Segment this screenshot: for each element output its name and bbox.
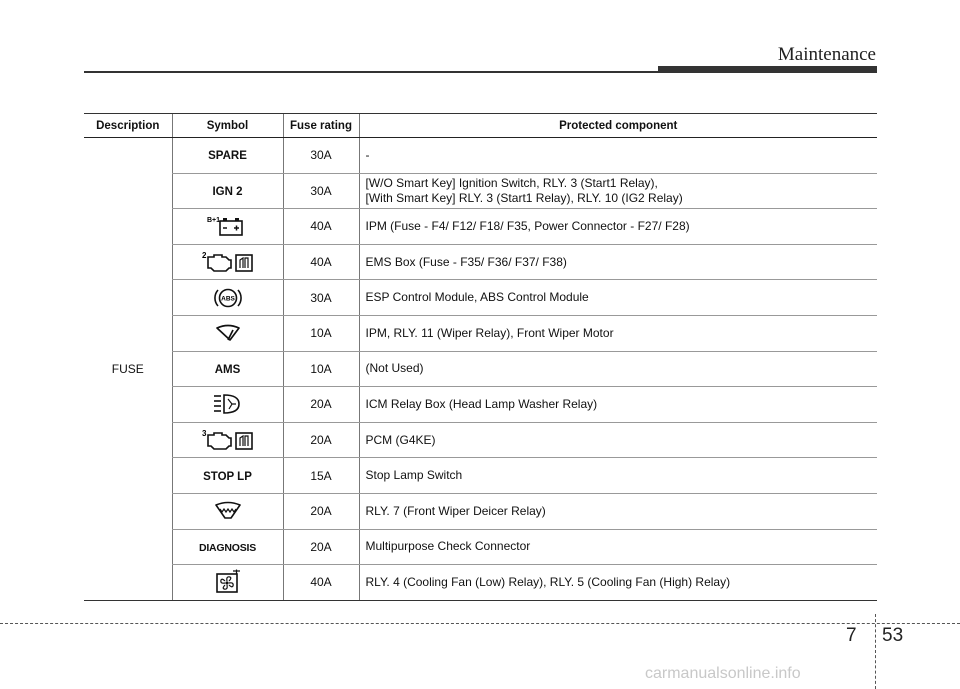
symbol-cell <box>172 173 283 209</box>
table-row <box>84 422 877 458</box>
icon-label: ABS <box>220 295 235 303</box>
component-cell: RLY. 4 (Cooling Fan (Low) Relay), RLY. 5 (Cooling Fan (High) Relay) <box>359 565 877 601</box>
icon-label: 2 <box>201 251 206 261</box>
symbol-cell <box>172 315 283 351</box>
column-header-fuse-rating: Fuse rating <box>283 114 359 138</box>
symbol-cell <box>172 422 283 458</box>
battery-b1-icon <box>205 214 251 238</box>
table-row <box>84 387 877 423</box>
wiper-icon <box>213 321 243 345</box>
table-row <box>84 173 877 209</box>
table-row <box>84 458 877 494</box>
fuse-rating-cell: 15A <box>283 458 359 494</box>
component-cell: PCM (G4KE) <box>359 422 877 458</box>
symbol-cell <box>172 529 283 565</box>
fuse-rating-cell: 40A <box>283 565 359 601</box>
fuse-rating-cell: 40A <box>283 209 359 245</box>
fuse-table <box>84 113 877 601</box>
abs-icon <box>213 285 243 311</box>
icon-label: 3 <box>201 429 206 439</box>
table-row <box>84 280 877 316</box>
symbol-cell <box>172 458 283 494</box>
component-cell: Multipurpose Check Connector <box>359 529 877 565</box>
deicer-icon <box>213 499 243 523</box>
footer-divider <box>0 623 960 624</box>
fuse-rating-cell: 40A <box>283 244 359 280</box>
table-row <box>84 565 877 601</box>
symbol-label: IGN 2 <box>212 185 243 198</box>
table-row <box>84 138 877 174</box>
engine-ecu-3-icon <box>200 427 256 453</box>
symbol-label: DIAGNOSIS <box>198 541 257 554</box>
page-header-title: Maintenance <box>777 44 876 65</box>
symbol-label: AMS <box>214 363 241 376</box>
symbol-cell <box>172 565 283 601</box>
fuse-rating-cell: 30A <box>283 138 359 174</box>
table-row <box>84 315 877 351</box>
fuse-rating-cell: 20A <box>283 387 359 423</box>
fuse-rating-cell: 30A <box>283 280 359 316</box>
column-header-protected-component: Protected component <box>359 114 877 138</box>
header-bar <box>658 66 877 73</box>
component-line: [With Smart Key] RLY. 3 (Start1 Relay), RLY. 10 (IG2 Relay) <box>365 190 683 205</box>
fuse-rating-cell: 10A <box>283 351 359 387</box>
page-number: 53 <box>882 625 904 646</box>
icon-label: B+1 <box>206 217 220 225</box>
cooling-fan-icon <box>213 569 243 595</box>
table-row <box>84 209 877 245</box>
watermark: carmanualsonline.info <box>645 665 801 682</box>
component-cell: - <box>359 138 877 174</box>
symbol-label: STOP LP <box>203 470 252 483</box>
symbol-cell <box>172 244 283 280</box>
table-row <box>84 529 877 565</box>
chapter-number: 7 <box>846 625 857 646</box>
symbol-cell <box>172 280 283 316</box>
component-line: [W/O Smart Key] Ignition Switch, RLY. 3 (Start1 Relay), <box>365 175 658 190</box>
component-cell: IPM, RLY. 11 (Wiper Relay), Front Wiper Motor <box>359 315 877 351</box>
column-header-symbol: Symbol <box>172 114 283 138</box>
table-header-row <box>84 114 877 138</box>
component-cell: Stop Lamp Switch <box>359 458 877 494</box>
symbol-cell <box>172 209 283 245</box>
symbol-cell <box>172 351 283 387</box>
component-cell: ICM Relay Box (Head Lamp Washer Relay) <box>359 387 877 423</box>
symbol-label: SPARE <box>208 150 247 163</box>
column-header-description: Description <box>84 114 172 138</box>
table-row <box>84 493 877 529</box>
fuse-rating-cell: 20A <box>283 493 359 529</box>
fuse-rating-cell: 20A <box>283 422 359 458</box>
fuse-rating-cell: 10A <box>283 315 359 351</box>
footer-vertical-divider <box>875 614 876 689</box>
component-cell: EMS Box (Fuse - F35/ F36/ F37/ F38) <box>359 244 877 280</box>
fuse-rating-cell: 30A <box>283 173 359 209</box>
symbol-cell <box>172 493 283 529</box>
headlamp-washer-icon <box>211 391 245 417</box>
table-row <box>84 351 877 387</box>
fuse-rating-cell: 20A <box>283 529 359 565</box>
table-row <box>84 244 877 280</box>
header-rule <box>84 71 660 73</box>
component-cell: ESP Control Module, ABS Control Module <box>359 280 877 316</box>
symbol-cell <box>172 138 283 174</box>
description-cell: FUSE <box>84 138 172 601</box>
component-cell: IPM (Fuse - F4/ F12/ F18/ F35, Power Connector - F27/ F28) <box>359 209 877 245</box>
component-cell: RLY. 7 (Front Wiper Deicer Relay) <box>359 493 877 529</box>
component-cell <box>359 173 877 209</box>
engine-ecu-2-icon <box>200 249 256 275</box>
symbol-cell <box>172 387 283 423</box>
component-cell: (Not Used) <box>359 351 877 387</box>
